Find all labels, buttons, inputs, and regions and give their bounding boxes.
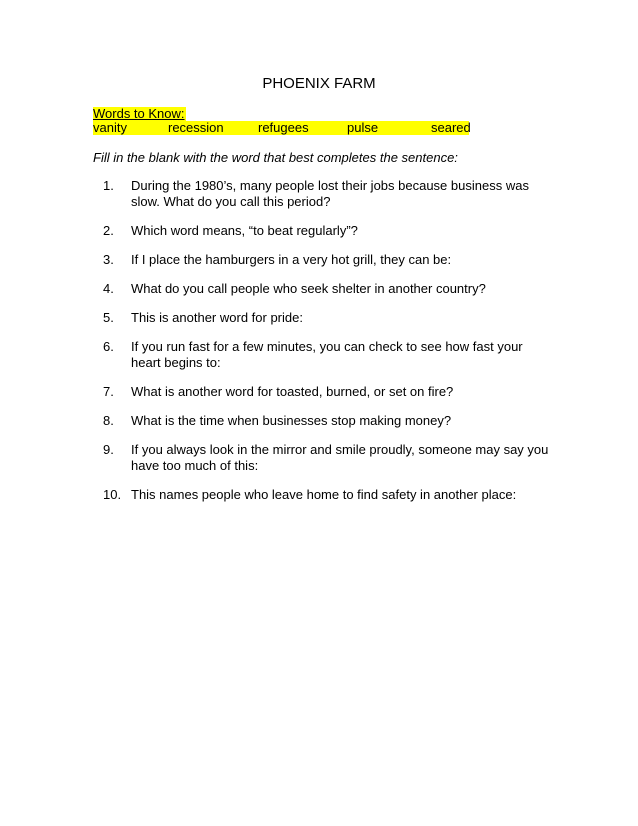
question-text: What is another word for toasted, burned, or set on fire? xyxy=(131,384,454,399)
question-text: If you always look in the mirror and smile proudly, someone may say you have too much of this: xyxy=(131,442,549,473)
question-number: 7. xyxy=(103,384,114,399)
question-text: If I place the hamburgers in a very hot grill, they can be: xyxy=(131,252,452,267)
vocab-word-refugees: refugees xyxy=(258,120,309,135)
words-to-know-heading: Words to Know: xyxy=(93,106,185,121)
question-number: 3. xyxy=(103,252,114,267)
vocab-word-recession: recession xyxy=(168,120,224,135)
question-item-7 xyxy=(103,384,553,400)
question-text: This is another word for pride: xyxy=(131,310,303,325)
question-item-5 xyxy=(103,310,553,326)
question-item-3 xyxy=(103,252,553,268)
question-item-6 xyxy=(103,339,553,371)
question-number: 10. xyxy=(103,487,122,502)
question-item-4 xyxy=(103,281,553,297)
question-text: During the 1980’s, many people lost their jobs because business was slow. What do you call this period? xyxy=(131,178,529,209)
page-title: PHOENIX FARM xyxy=(262,75,376,92)
question-item-1 xyxy=(103,178,553,210)
vocab-word-seared: seared xyxy=(431,120,471,135)
question-item-8 xyxy=(103,413,553,429)
question-text: Which word means, “to beat regularly”? xyxy=(131,223,358,238)
question-text: If you run fast for a few minutes, you can check to see how fast your heart begins to: xyxy=(131,339,523,370)
question-number: 5. xyxy=(103,310,114,325)
question-number: 9. xyxy=(103,442,114,457)
vocabulary-word-list xyxy=(93,121,469,135)
question-number: 1. xyxy=(103,178,114,193)
question-text: This names people who leave home to find safety in another place: xyxy=(131,487,517,502)
question-text: What do you call people who seek shelter in another country? xyxy=(131,281,486,296)
question-text: What is the time when businesses stop making money? xyxy=(131,413,452,428)
question-number: 4. xyxy=(103,281,114,296)
question-number: 8. xyxy=(103,413,114,428)
question-item-9 xyxy=(103,442,553,474)
question-number: 2. xyxy=(103,223,114,238)
vocab-word-pulse: pulse xyxy=(347,120,379,135)
question-number: 6. xyxy=(103,339,114,354)
instructions: Fill in the blank with the word that best completes the sentence: xyxy=(93,150,458,165)
question-item-2 xyxy=(103,223,553,239)
words-to-know-box xyxy=(93,107,469,135)
question-item-10 xyxy=(103,487,553,503)
question-list xyxy=(103,178,553,516)
vocab-word-vanity: vanity xyxy=(93,120,127,135)
